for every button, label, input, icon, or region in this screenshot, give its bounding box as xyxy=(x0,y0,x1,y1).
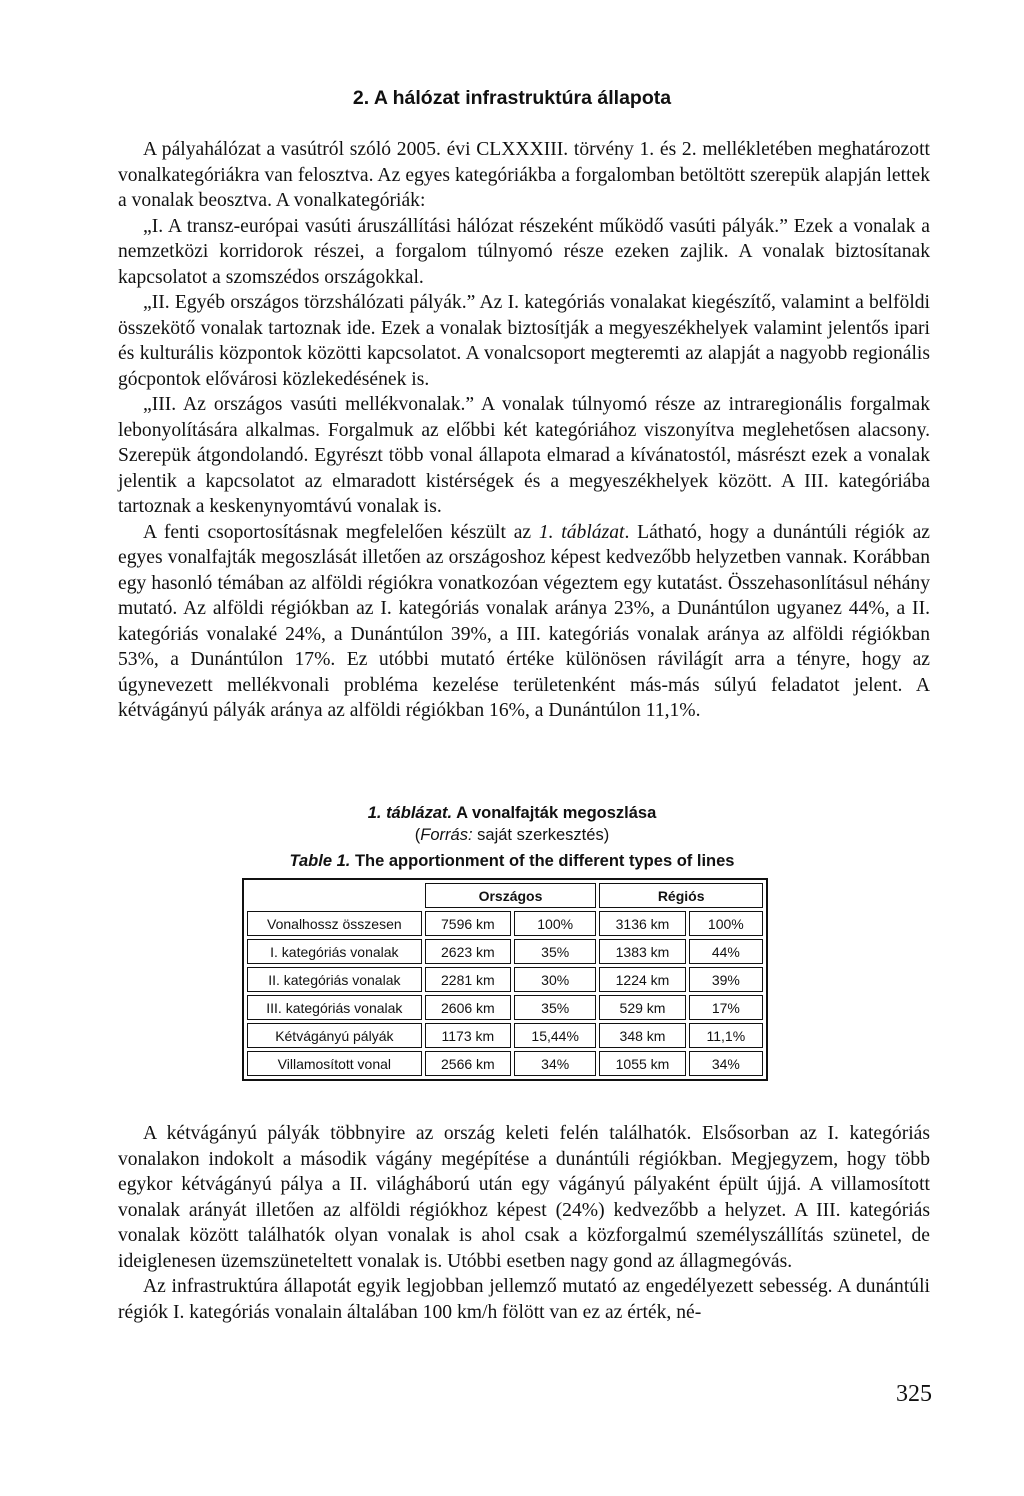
cell-regional-pct: 17% xyxy=(689,995,763,1020)
cell-regional-km: 529 km xyxy=(599,995,685,1020)
table-reference: 1. táblázat xyxy=(538,521,625,543)
body-text-top xyxy=(118,137,930,724)
table-corner-cell xyxy=(247,883,422,908)
table-caption-title: A vonalfajták megoszlása xyxy=(452,804,657,822)
paragraph-comparison-before: A fenti csoportosításnak megfelelően készült az xyxy=(143,521,539,543)
cell-national-km: 2281 km xyxy=(425,967,511,992)
header-regios: Régiós xyxy=(599,883,763,908)
table-caption-english xyxy=(0,852,1024,871)
cell-national-pct: 100% xyxy=(514,911,596,936)
paragraph-comparison-after: . Látható, hogy a dunántúli régiók az egyes vonalfajták megoszlását illetően az országoshoz képest kedvezőbb helyzetben vannak. Korábban egy hasonló témában az alföldi régiókra vonatkozóan végeztem egy kutatást. Összehasonlításul néhány mutató. Az alföldi régiókban az I. kategóriás vonalak aránya 23%, a Dunántúlon ugyanez 44%, a II. kategóriás vonalaké 24%, a Dunántúlon 39%, a III. kategóriás vonalak aránya az alföldi régiókban 53%, a Dunántúlon 17%. Ez utóbbi mutató értéke különösen rávilágít arra a tényre, hogy az úgynevezett mellékvonali probléma kezelése területenként más-más súlyú feladatot jelent. A kétvágányú pályák aránya az alföldi régiókban 16%, a Dunántúlon 11,1%. xyxy=(118,521,930,721)
cell-regional-pct: 100% xyxy=(689,911,763,936)
paragraph-intro: A pályahálózat a vasútról szóló 2005. évi CLXXXIII. törvény 1. és 2. mellékletében meghatározott vonalkategóriákra van felosztva. Az egyes kategóriákba a forgalomban betöltött szerepük alapján lettek a vonalak beosztva. A vonalkategóriák: xyxy=(118,139,930,211)
table-source: (Forrás: saját szerkesztés) xyxy=(414,826,610,844)
cell-regional-pct: 44% xyxy=(689,939,763,964)
table-caption-english-title: The apportionment of the different types of lines xyxy=(350,852,735,870)
table-source-text: saját szerkesztés xyxy=(472,826,604,844)
table-caption-label: 1. táblázat. xyxy=(367,804,453,822)
section-heading: 2. A hálózat infrastruktúra állapota xyxy=(352,87,672,109)
cell-national-km: 2623 km xyxy=(425,939,511,964)
table-row xyxy=(247,1023,763,1048)
row-label: III. kategóriás vonalak xyxy=(247,995,422,1020)
paragraph-speed: Az infrastruktúra állapotát egyik legjobban jellemző mutató az engedélyezett sebesség. A dunántúli régiók I. kategóriás vonalain általában 100 km/h fölött van ez az érték, né- xyxy=(118,1276,930,1323)
cell-national-km: 7596 km xyxy=(425,911,511,936)
row-label: Kétvágányú pályák xyxy=(247,1023,422,1048)
paragraph-comparison xyxy=(118,520,930,724)
cell-national-pct: 34% xyxy=(514,1051,596,1076)
row-label: Villamosított vonal xyxy=(247,1051,422,1076)
table-header-row xyxy=(247,883,763,908)
table-row xyxy=(247,967,763,992)
body-text-bottom xyxy=(118,1121,930,1325)
cell-regional-km: 1383 km xyxy=(599,939,685,964)
table-caption xyxy=(0,804,1024,823)
paragraph-category-3: „III. Az országos vasúti mellékvonalak.” A vonalak túlnyomó része az intraregionális forgalmak lebonyolítására alkalmas. Forgalmuk az előbbi két kategóriához viszonyítva meglehetősen alacsony. Szerepük átgondolandó. Egyrészt több vonal állapota elmarad a kívánatostól, másrészt ezek a vonalak jelentik a kapcsolatot az elmaradott kistérségek és a megyeszékhelyek között. A III. kategóriába tartoznak a keskenynyomtávú vonalak is. xyxy=(118,394,930,517)
cell-national-pct: 35% xyxy=(514,939,596,964)
cell-national-km: 2606 km xyxy=(425,995,511,1020)
table-row xyxy=(247,995,763,1020)
cell-regional-pct: 34% xyxy=(689,1051,763,1076)
cell-regional-pct: 39% xyxy=(689,967,763,992)
table-caption-english-label: Table 1. xyxy=(289,852,351,870)
table-row xyxy=(247,1051,763,1076)
cell-national-km: 2566 km xyxy=(425,1051,511,1076)
cell-national-pct: 30% xyxy=(514,967,596,992)
line-types-table xyxy=(242,878,768,1081)
cell-regional-km: 1224 km xyxy=(599,967,685,992)
table-row xyxy=(247,939,763,964)
row-label: I. kategóriás vonalak xyxy=(247,939,422,964)
cell-national-km: 1173 km xyxy=(425,1023,511,1048)
header-orszagos: Országos xyxy=(425,883,597,908)
table-source-label: Forrás: xyxy=(420,826,473,844)
paragraph-category-2: „II. Egyéb országos törzshálózati pályák.” Az I. kategóriás vonalakat kiegészítő, valamint a belföldi összekötő vonalak tartoznak ide. Ezek a vonalak biztosítják a megyeszékhelyek valamint jelentős ipari és kulturális központok közötti kapcsolatot. A vonalcsoport megteremti az alapját a nagyobb regionális gócpontok elővárosi közlekedésének is. xyxy=(118,292,930,390)
cell-national-pct: 15,44% xyxy=(514,1023,596,1048)
cell-national-pct: 35% xyxy=(514,995,596,1020)
row-label: II. kategóriás vonalak xyxy=(247,967,422,992)
table-row xyxy=(247,911,763,936)
row-label: Vonalhossz összesen xyxy=(247,911,422,936)
cell-regional-km: 3136 km xyxy=(599,911,685,936)
paragraph-double-track: A kétvágányú pályák többnyire az ország keleti felén találhatók. Elsősorban az I. kategóriás vonalakon indokolt a második vágány megépítése a dunántúli régiókban. Megjegyzem, hogy több egykor kétvágányú pálya a II. világháború után egy vágányú pályaként épült újjá. A villamosított vonalak arányát illetően az alföldi régiókhoz képest (24%) kedvezőbb a helyzet. A III. kategóriás vonalak között találhatók olyan vonalak is ahol csak a közforgalmú személyszállítás szünetel, de ideiglenesen üzemszüneteltett vonalak is. Utóbbi esetben nagy gond az állagmegóvás. xyxy=(118,1123,930,1272)
page-number: 325 xyxy=(896,1381,932,1407)
cell-regional-pct: 11,1% xyxy=(689,1023,763,1048)
cell-regional-km: 348 km xyxy=(599,1023,685,1048)
paragraph-category-1: „I. A transz-európai vasúti áruszállítási hálózat részeként működő vasúti pályák.” Ezek a vonalak a nemzetközi korridorok részei, a forgalom túlnyomó része ezeken zajlik. A vonalak biztosítanak kapcsolatot a szomszédos országokkal. xyxy=(118,215,930,288)
cell-regional-km: 1055 km xyxy=(599,1051,685,1076)
